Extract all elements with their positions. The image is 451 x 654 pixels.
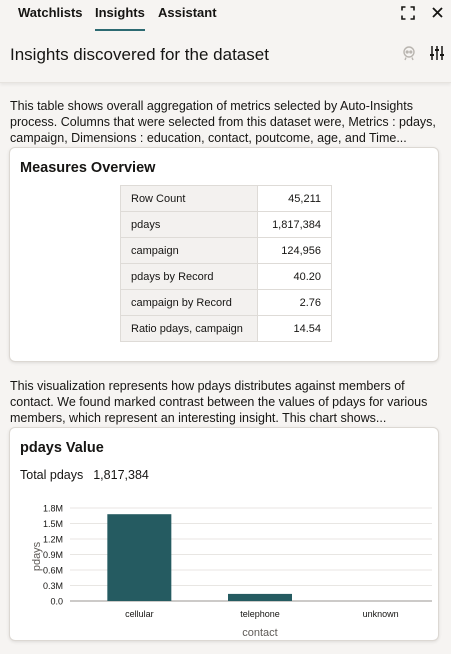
bar-cellular (107, 514, 171, 601)
total-label: Total pdays (20, 468, 84, 482)
y-axis-label: pdays (31, 541, 43, 572)
row-label: campaign (121, 238, 258, 264)
y-tick-label: 1.2M (42, 534, 63, 545)
row-value: 124,956 (258, 238, 332, 264)
y-tick-label: 0.0 (50, 596, 63, 607)
tab-assistant[interactable]: Assistant (158, 5, 217, 20)
table-row (121, 290, 332, 316)
page-title: Insights discovered for the dataset (10, 45, 269, 64)
row-label: campaign by Record (121, 290, 258, 316)
x-tick-label: cellular (125, 609, 154, 619)
measures-overview-card (9, 147, 439, 362)
measures-title: Measures Overview (20, 160, 156, 176)
bar-telephone (228, 594, 292, 601)
row-label: Ratio pdays, campaign (121, 316, 258, 342)
total-value: 1,817,384 (93, 468, 149, 482)
row-label: pdays (121, 212, 258, 238)
tune-sliders-icon[interactable] (428, 44, 446, 62)
table-row (121, 212, 332, 238)
x-tick-label: unknown (362, 609, 399, 619)
row-value: 40.20 (258, 264, 332, 290)
expand-icon[interactable] (400, 5, 416, 21)
total-pdays (20, 468, 149, 482)
row-value: 2.76 (258, 290, 332, 316)
visualization-description: This visualization represents how pdays distributes against members of contact. We found marked contrast between the values of pdays for various members, which represent an interesting insight. This chart shows... (10, 379, 428, 425)
tab-watchlists[interactable]: Watchlists (18, 5, 83, 20)
intro-description: This table shows overall aggregation of metrics selected by Auto-Insights process. Columns that were selected from this dataset were, Metrics : pdays, campaign, Dimensions : education, contact, poutcome, age, and Time... (10, 99, 436, 145)
pdays-bar-chart (10, 498, 440, 640)
row-label: Row Count (121, 186, 258, 212)
row-value: 45,211 (258, 186, 332, 212)
tab-bar (0, 0, 451, 31)
row-label: pdays by Record (121, 264, 258, 290)
row-value: 1,817,384 (258, 212, 332, 238)
table-row (121, 238, 332, 264)
row-value: 14.54 (258, 316, 332, 342)
y-tick-label: 0.9M (42, 550, 63, 560)
x-tick-label: telephone (240, 609, 280, 619)
measures-table (120, 185, 332, 342)
y-tick-label: 1.5M (42, 519, 63, 529)
y-tick-label: 0.6M (42, 565, 63, 576)
y-tick-label: 0.3M (42, 581, 63, 591)
table-row (121, 186, 332, 212)
x-axis-label: contact (242, 627, 278, 639)
y-tick-label: 1.8M (42, 503, 63, 514)
robot-icon[interactable] (400, 44, 418, 62)
close-icon[interactable] (428, 3, 446, 21)
pdays-value-card (9, 427, 439, 641)
table-row (121, 316, 332, 342)
tab-insights[interactable]: Insights (95, 5, 145, 31)
pdays-title: pdays Value (20, 440, 104, 456)
table-row (121, 264, 332, 290)
